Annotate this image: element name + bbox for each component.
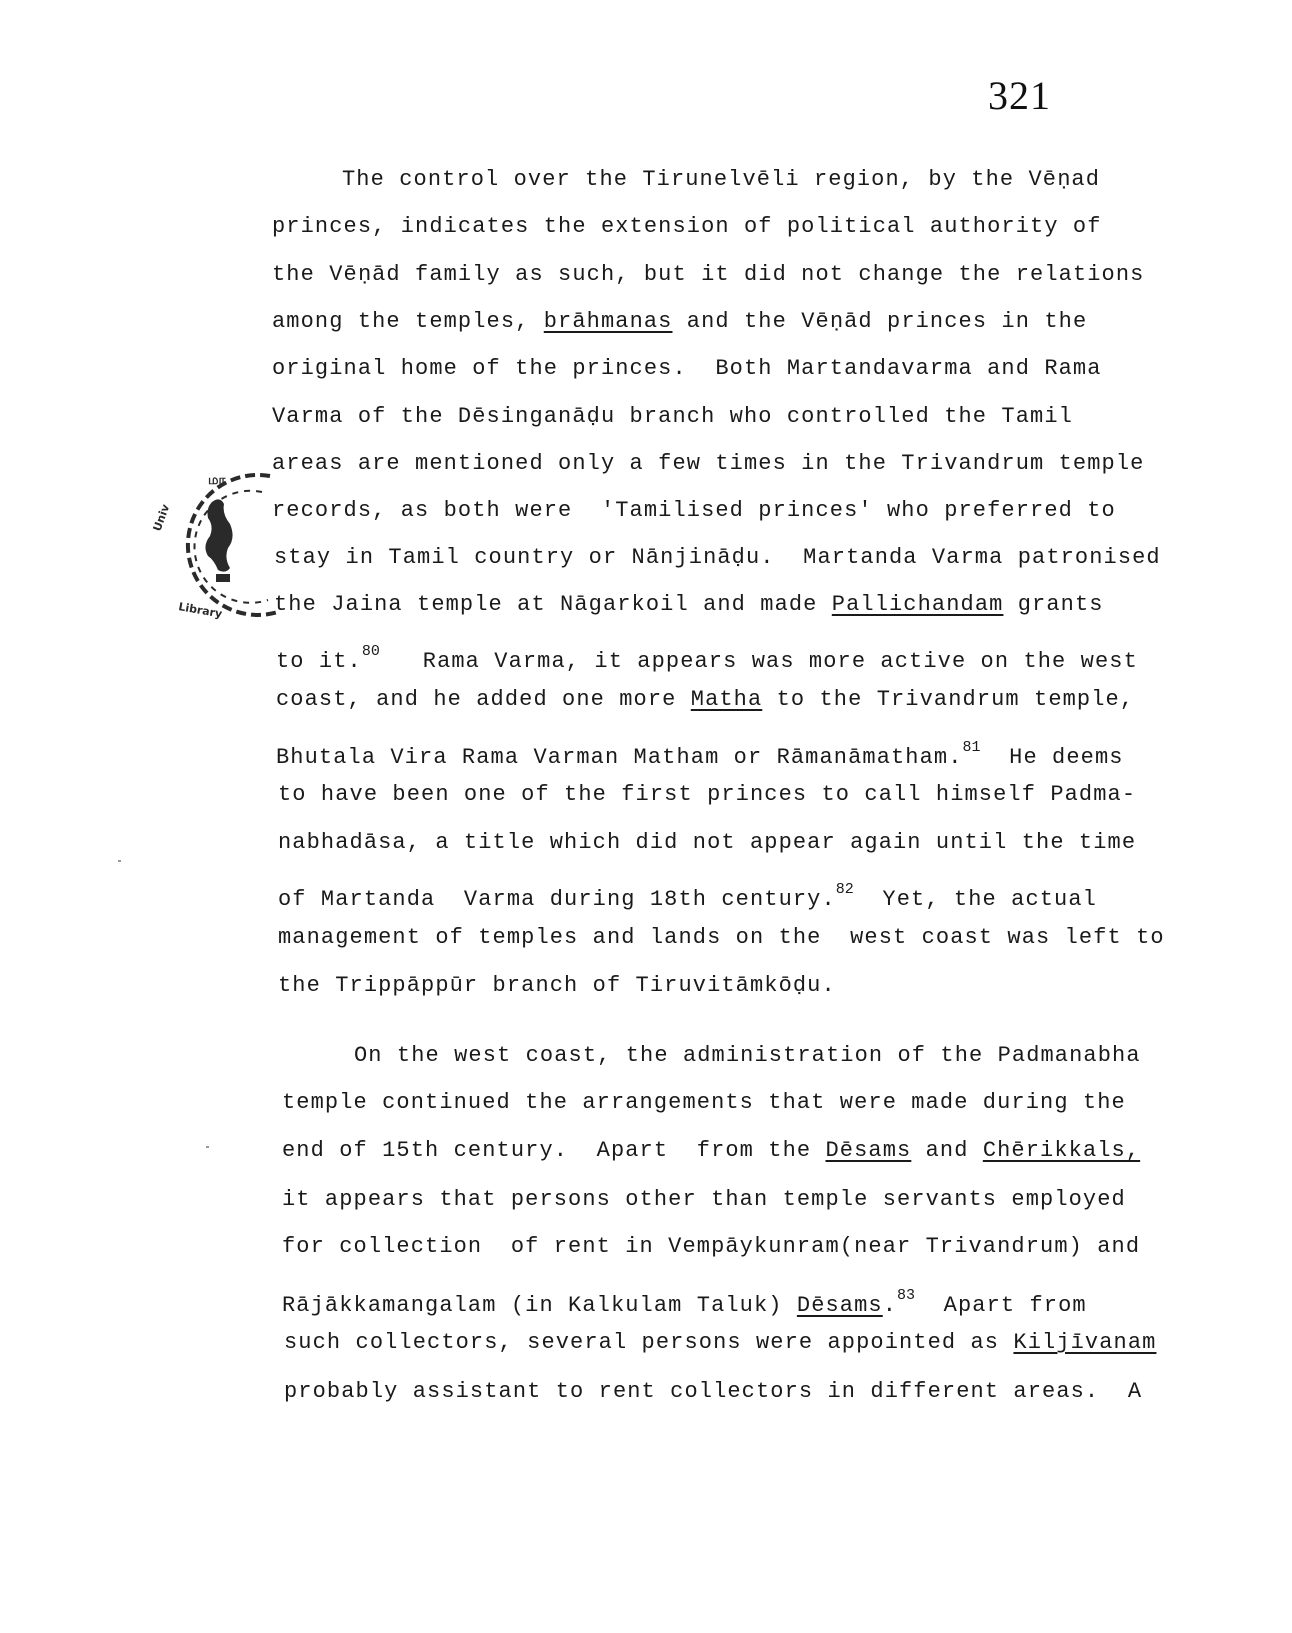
text-line: for collection of rent in Vempāykunram(near Trivandrum) and [282, 1234, 1141, 1259]
underlined-term: Matha [690, 687, 763, 712]
underlined-term: Kiljīvanam [1013, 1330, 1157, 1355]
text-line: areas are mentioned only a few times in the Trivandrum temple [272, 451, 1145, 476]
text-fragment: Rama Varma, it appears was more active on the west [422, 649, 1138, 674]
text-line: temple continued the arrangements that were made during the [282, 1090, 1126, 1115]
underlined-term: Chērikkals, [982, 1138, 1141, 1163]
scan-speck [206, 1146, 209, 1148]
text-line: The control over the Tirunelvēli region, by the Vēṇad [342, 167, 1101, 192]
text-line [276, 637, 1138, 677]
text-line: the Vēṇād family as such, but it did not change the relations [272, 262, 1145, 287]
text-line: stay in Tamil country or Nānjināḍu. Martanda Varma patronised [274, 545, 1161, 570]
footnote-ref: 82 [835, 881, 854, 898]
text-line: the Jaina temple at Nāgarkoil and made Pallichandam grants [274, 592, 1104, 617]
footnote-ref: 83 [897, 1287, 916, 1304]
underlined-term: brāhmanas [543, 309, 673, 334]
text-fragment: Yet, the actual [882, 887, 1097, 912]
text-fragment: Apart from [943, 1293, 1087, 1318]
text-line: records, as both were 'Tamilised princes' who preferred to [272, 498, 1116, 523]
text-line: such collectors, several persons were appointed as Kiljīvanam [284, 1330, 1157, 1355]
text-line: original home of the princes. Both Martandavarma and Rama [272, 356, 1102, 381]
text-line: Rājākkamangalam (in Kalkulam Taluk) Dēsams.$^{83}$ Apart from [282, 1287, 1087, 1318]
text-fragment: to it. [276, 649, 362, 674]
library-stamp-icon [150, 462, 290, 630]
text-line: princes, indicates the extension of political authority of [272, 214, 1102, 239]
text-line: management of temples and lands on the west coast was left to [278, 925, 1165, 950]
text-line: to have been one of the first princes to call himself Padma- [278, 782, 1137, 807]
text-fragment: Bhutala Vira Rama Varman Matham or Rāmanāmatham. [276, 745, 963, 770]
scan-speck [118, 860, 121, 862]
text-line [278, 875, 1097, 915]
text-line: probably assistant to rent collectors in different areas. A [284, 1379, 1143, 1404]
text-fragment: He deems [1009, 745, 1124, 770]
underlined-term: Pallichandam [831, 592, 1004, 617]
footnote-ref: 81 [962, 739, 981, 756]
text-line: On the west coast, the administration of the Padmanabha [354, 1043, 1141, 1068]
text-line: nabhadāsa, a title which did not appear again until the time [278, 830, 1137, 855]
stamp-graphic [150, 462, 290, 630]
svg-text:Library: Library [177, 600, 224, 621]
text-fragment: of Martanda Varma during 18th century. [278, 887, 836, 912]
text-line: end of 15th century. Apart from the Dēsams and Chērikkals, [282, 1138, 1141, 1163]
text-line: coast, and he added one more Matha to the Trivandrum temple, [276, 687, 1135, 712]
underlined-term: Dēsams [796, 1293, 883, 1318]
page-number: 321 [988, 73, 1051, 118]
svg-text:மா: மா [208, 473, 226, 488]
underlined-term: Dēsams [825, 1138, 912, 1163]
text-line: the Trippāppūr branch of Tiruvitāmkōḍu. [278, 973, 836, 998]
svg-text:Univ: Univ [150, 502, 173, 534]
text-line: it appears that persons other than temple servants employed [282, 1187, 1126, 1212]
footnote-ref: 80 [361, 643, 380, 660]
text-line: Varma of the Dēsinganāḍu branch who controlled the Tamil [272, 404, 1073, 429]
text-line [276, 733, 1124, 773]
text-line: among the temples, brāhmanas and the Vēṇād princes in the [272, 309, 1088, 334]
